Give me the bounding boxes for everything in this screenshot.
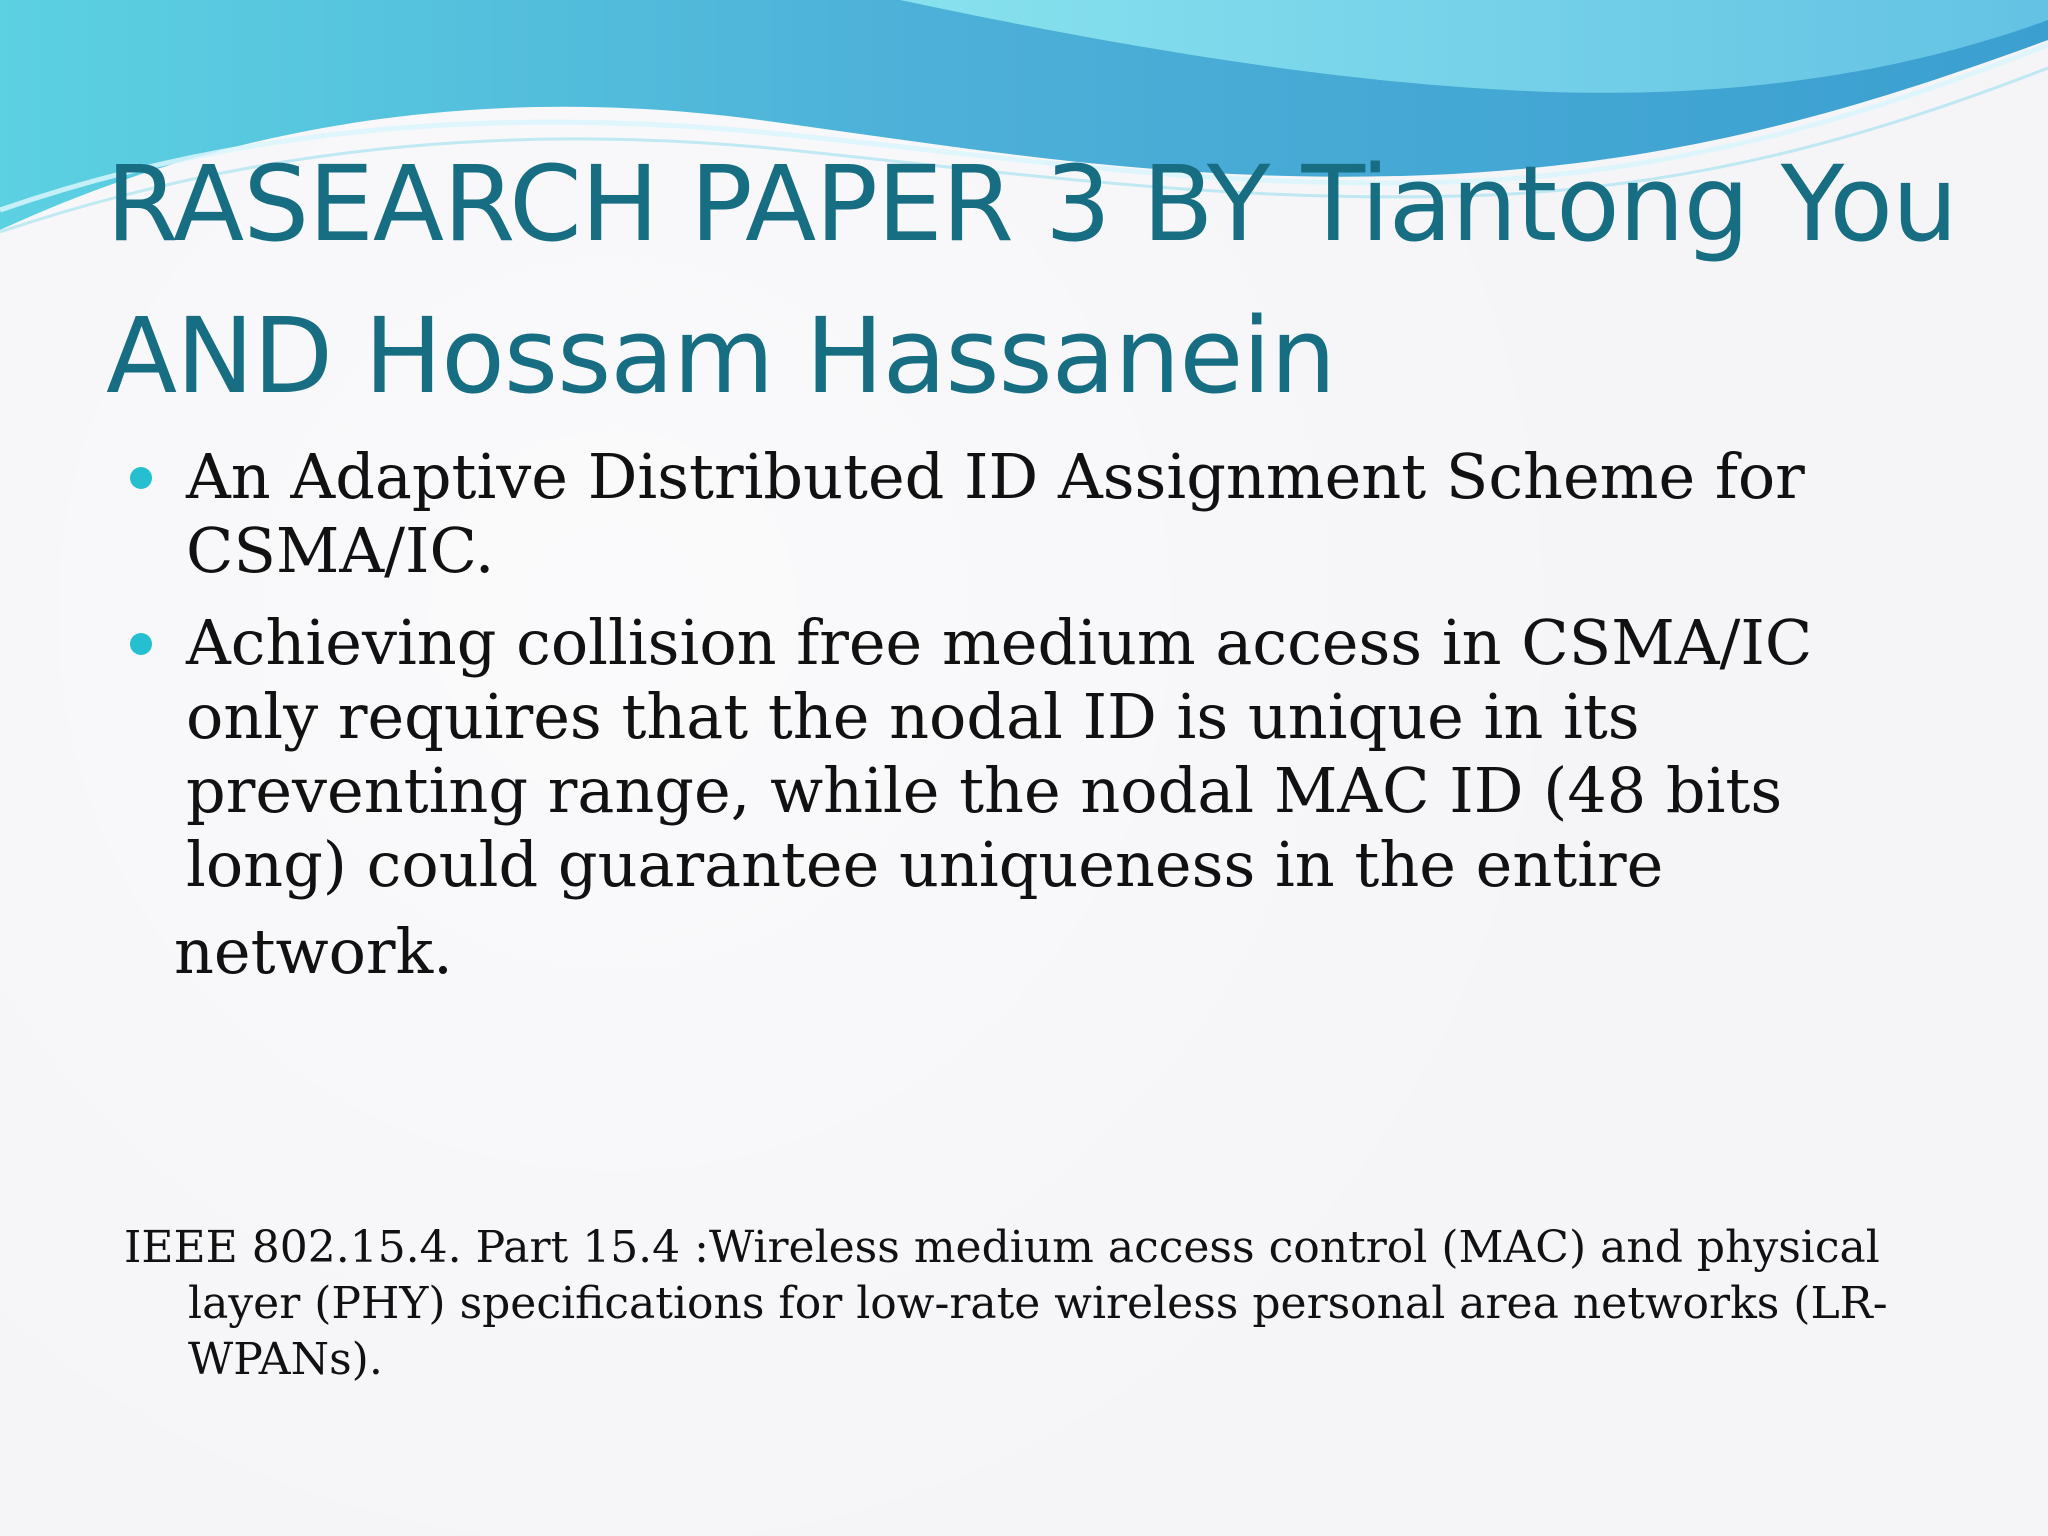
bullet-dot-icon	[130, 633, 152, 655]
bullet-item	[130, 606, 1930, 902]
bullet-text: Achieving collision free medium access in CSMA/IC only requires that the nodal ID is unique in its preventing range, while the nodal MAC ID (48 bits long) could guarantee uniqueness in the entire	[186, 606, 1813, 901]
bullet-text: An Adaptive Distributed ID Assignment Scheme for CSMA/IC.	[186, 440, 1805, 587]
bullet-continuation-text: network.	[174, 915, 453, 988]
reference-citation: IEEE 802.15.4. Part 15.4 :Wireless medium access control (MAC) and physical layer (PHY) specifications for low-rate wireless personal area networks (LR-WPANs).	[124, 1222, 1888, 1385]
bullet-item	[130, 440, 1930, 588]
bullet-dot-icon	[130, 467, 152, 489]
slide-title: RASEARCH PAPER 3 BY Tiantong You AND Hossam Hassanein	[106, 143, 1957, 417]
bullet-list	[130, 440, 1930, 920]
